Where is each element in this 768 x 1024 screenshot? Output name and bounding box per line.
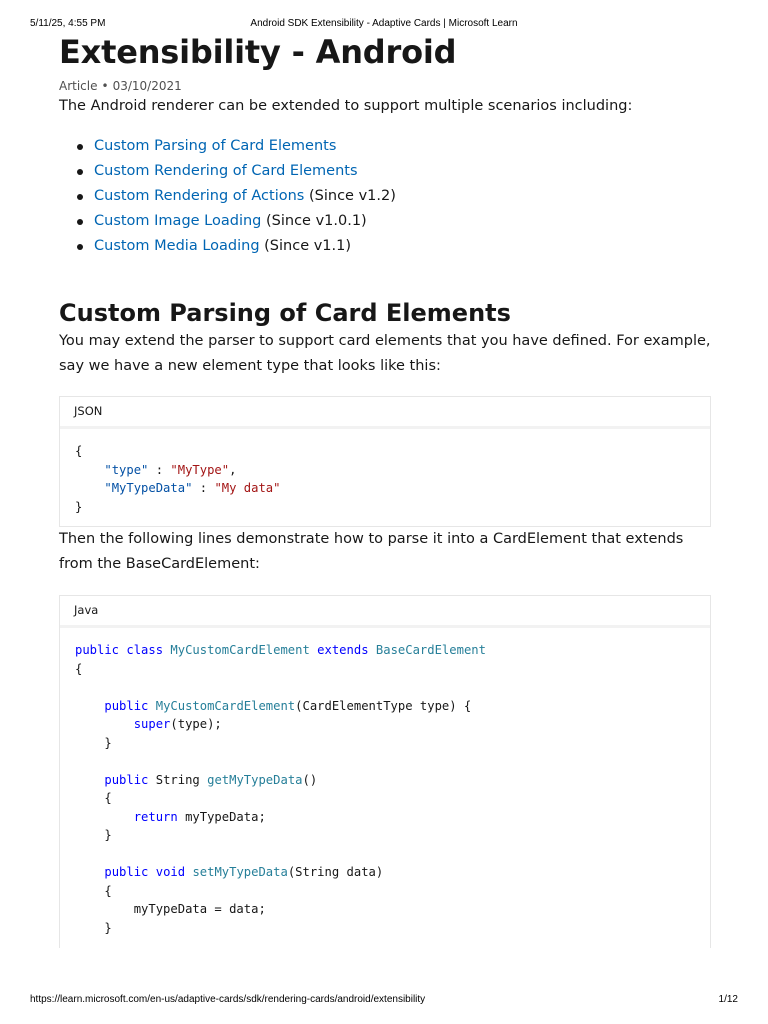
meta-separator: •: [101, 79, 109, 93]
print-header: [30, 18, 738, 32]
list-item-suffix: (Since v1.0.1): [261, 213, 367, 229]
bullet-icon: [77, 244, 83, 250]
print-document-title: Android SDK Extensibility - Adaptive Cards | Microsoft Learn: [250, 18, 518, 29]
print-datetime: 5/11/25, 4:55 PM: [30, 18, 106, 29]
topic-list: [59, 134, 711, 259]
section-paragraph: You may extend the parser to support card elements that you have defined. For example, say we have a new element type that looks like this:: [59, 333, 711, 374]
link-custom-image-loading[interactable]: Custom Image Loading: [94, 213, 262, 229]
bullet-icon: [77, 194, 83, 200]
article-type: Article: [59, 79, 98, 93]
code-language-label: Java: [60, 596, 710, 628]
print-footer: [30, 994, 738, 1008]
article-content: [59, 32, 711, 948]
list-item-suffix: (Since v1.2): [304, 188, 396, 204]
bullet-icon: [77, 219, 83, 225]
page-title: Extensibility - Android: [59, 33, 457, 71]
bullet-icon: [77, 169, 83, 175]
link-custom-parsing[interactable]: Custom Parsing of Card Elements: [94, 138, 337, 154]
bullet-icon: [77, 144, 83, 150]
link-custom-rendering-elements[interactable]: Custom Rendering of Card Elements: [94, 163, 358, 179]
json-code: { "type" : "MyType", "MyTypeData" : "My data" }: [75, 444, 281, 514]
list-item: [59, 159, 711, 184]
page-number: 1/12: [718, 994, 738, 1005]
article-meta: [59, 78, 711, 94]
link-custom-rendering-actions[interactable]: Custom Rendering of Actions: [94, 188, 305, 204]
list-item: [59, 234, 711, 259]
list-item: [59, 134, 711, 159]
code-language-label: JSON: [60, 397, 710, 429]
link-custom-media-loading[interactable]: Custom Media Loading: [94, 238, 260, 254]
intro-paragraph: The Android renderer can be extended to support multiple scenarios including:: [59, 98, 633, 114]
article-date: 03/10/2021: [112, 79, 182, 93]
list-item: [59, 184, 711, 209]
list-item-suffix: (Since v1.1): [259, 238, 352, 254]
json-code-block: [59, 396, 711, 527]
section-paragraph-2: Then the following lines demonstrate how to parse it into a CardElement that extends from the BaseCardElement:: [59, 531, 684, 572]
print-url: https://learn.microsoft.com/en-us/adaptive-cards/sdk/rendering-cards/android/extensibility: [30, 994, 426, 1005]
list-item: [59, 209, 711, 234]
java-code: public class MyCustomCardElement extends BaseCardElement { public MyCustomCardElement(CardElementType type) { super(type); } public String getMyTypeData() { return myTypeData; } public void setMyTypeData(String data) { myTypeData = data; }: [75, 643, 486, 935]
section-heading: Custom Parsing of Card Elements: [59, 299, 511, 327]
java-code-block: [59, 595, 711, 948]
